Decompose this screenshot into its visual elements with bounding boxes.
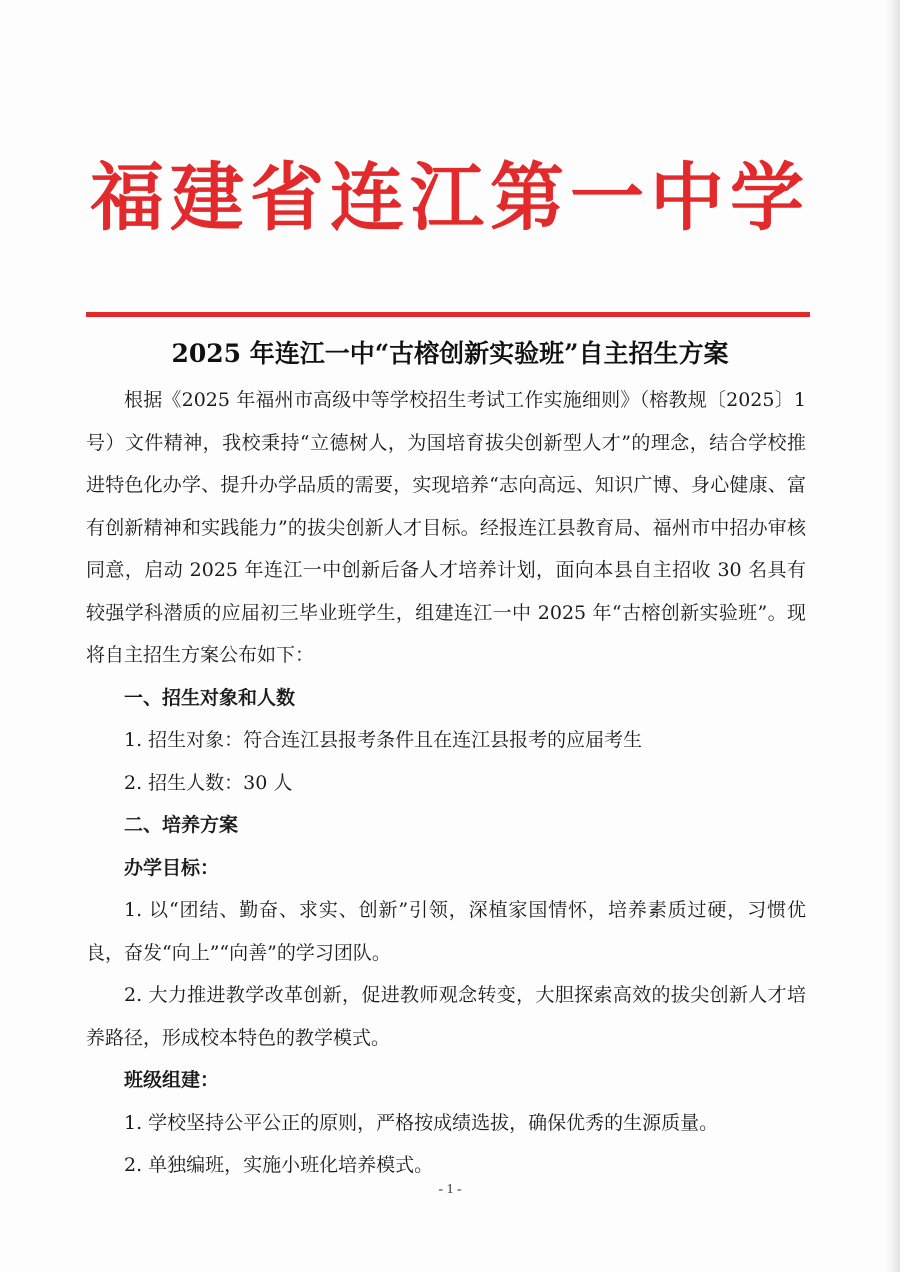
section2-heading: 二、培养方案 <box>124 814 239 836</box>
goals-item: 2. 大力推进教学改革创新，促进教师观念转变，大胆探索高效的拔尖创新人才培养路径，形成校本特色的教学模式。 <box>86 984 806 1049</box>
document-body <box>86 379 806 1187</box>
section1-heading: 一、招生对象和人数 <box>124 686 296 709</box>
section1-item: 1. 招生对象：符合连江县报考条件且在连江县报考的应届考生 <box>124 729 643 751</box>
document-title: 2025 年连江一中“古榕创新实验班”自主招生方案 <box>171 339 729 368</box>
school-name-letterhead: 福建省连江第一中学 <box>90 155 810 241</box>
class-setup-item: 1. 学校坚持公平公正的原则，严格按成绩选拔，确保优秀的生源质量。 <box>124 1111 719 1134</box>
intro-paragraph: 根据《2025 年福州市高级中等学校招生考试工作实施细则》（榕教规〔2025〕1 号）文件精神，我校秉持“立德树人，为国培育拔尖创新型人才”的理念，结合学校推进特色化办学、提升办学品质的需要，实现培养“志向高远、知识广博、身心健康、富有创新精神和实践能力”的拔尖创新人才目标。经报连江县教育局、福州市中招办审核同意，启动 2025 年连江一中创新后备人才培养计划，面向本县自主招收 30 名具有较强学科潜质的应届初三毕业班学生，组建连江一中 2025 年“古榕创新实验班”。现将自主招生方案公布如下： <box>86 389 806 666</box>
page-number: - 1 - <box>438 1182 462 1197</box>
goals-heading: 办学目标： <box>124 856 220 879</box>
class-setup-item: 2. 单独编班，实施小班化培养模式。 <box>124 1154 434 1176</box>
class-setup-heading: 班级组建： <box>124 1069 220 1091</box>
letterhead-red-rule <box>86 312 810 317</box>
section1-item: 2. 招生人数：30 人 <box>124 771 293 794</box>
goals-item: 1. 以“团结、勤奋、求实、创新”引领，深植家国情怀，培养素质过硬，习惯优良，奋发“向上”“向善”的学习团队。 <box>86 899 806 964</box>
